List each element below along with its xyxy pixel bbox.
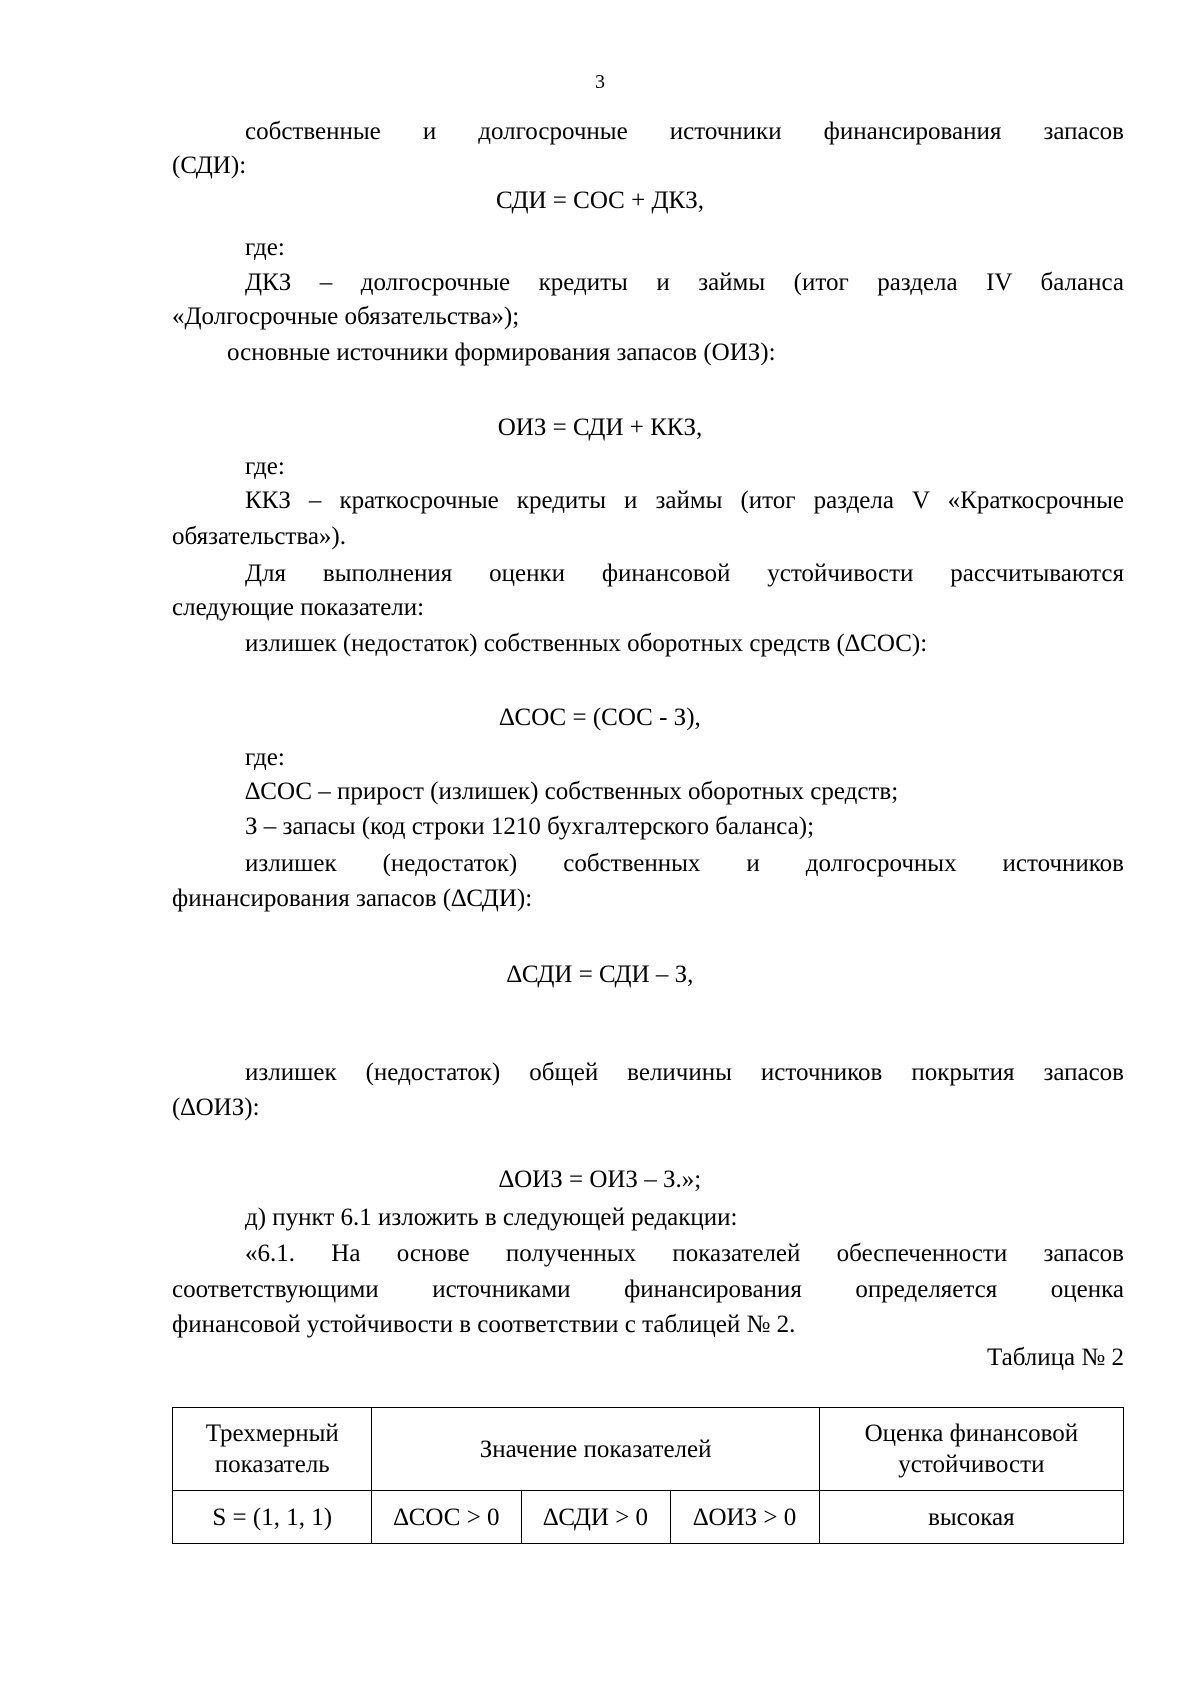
- text-line: ДКЗ – долгосрочные кредиты и займы (итог раздела IV баланса: [245, 269, 1124, 296]
- cell-s-vector: S = (1, 1, 1): [173, 1491, 372, 1544]
- text-line: излишек (недостаток) общей величины источников покрытия запасов: [245, 1059, 1124, 1086]
- text-line: соответствующими источниками финансирования определяется оценка: [172, 1276, 1124, 1303]
- formula-delta-sos: ∆СОС = (СОС - З),: [499, 704, 701, 731]
- formula-delta-oiz: ∆ОИЗ = ОИЗ – З.»;: [498, 1166, 702, 1193]
- text-line: (∆ОИЗ):: [172, 1094, 260, 1121]
- text-line: основные источники формирования запасов (ОИЗ):: [227, 339, 776, 366]
- text-line: следующие показатели:: [172, 594, 425, 621]
- cell-rating: высокая: [819, 1491, 1123, 1544]
- header-three-dim-indicator: Трехмерный показатель: [173, 1408, 372, 1491]
- formula-sdi: СДИ = СОС + ДКЗ,: [496, 187, 704, 214]
- text-line: собственные и долгосрочные источники финансирования запасов: [245, 118, 1124, 145]
- text-where: где:: [245, 234, 285, 261]
- text-line: д) пункт 6.1 изложить в следующей редакции:: [245, 1204, 738, 1231]
- text-line: финансовой устойчивости в соответствии с таблицей № 2.: [172, 1311, 796, 1338]
- header-indicator-values: Значение показателей: [372, 1408, 819, 1491]
- text-line: излишек (недостаток) собственных и долгосрочных источников: [245, 850, 1124, 877]
- text-line: (СДИ):: [172, 152, 247, 179]
- text-line: ∆СОС – прирост (излишек) собственных оборотных средств;: [245, 778, 899, 805]
- text-line: финансирования запасов (∆СДИ):: [172, 885, 533, 912]
- cell-delta-sos: ∆СОС > 0: [372, 1491, 521, 1544]
- text-line: «Долгосрочные обязательства»);: [172, 303, 520, 330]
- stability-table: [172, 1407, 1124, 1544]
- header-stability-rating: Оценка финансовой устойчивости: [819, 1408, 1123, 1491]
- cell-delta-oiz: ∆ОИЗ > 0: [670, 1491, 819, 1544]
- text-line: З – запасы (код строки 1210 бухгалтерского баланса);: [245, 813, 815, 840]
- text-where: где:: [245, 744, 285, 771]
- table-header-row: [173, 1408, 1124, 1491]
- formula-delta-sdi: ∆СДИ = СДИ – З,: [506, 961, 694, 988]
- text-line: ККЗ – краткосрочные кредиты и займы (итог раздела V «Краткосрочные: [245, 487, 1124, 514]
- table-row: [173, 1491, 1124, 1544]
- formula-oiz: ОИЗ = СДИ + ККЗ,: [497, 414, 703, 441]
- page-number: 3: [595, 71, 605, 93]
- text-line: излишек (недостаток) собственных оборотных средств (∆СОС):: [245, 630, 928, 657]
- text-where: где:: [245, 453, 285, 480]
- table-caption: Таблица № 2: [986, 1344, 1124, 1371]
- text-line: Для выполнения оценки финансовой устойчивости рассчитываются: [245, 560, 1124, 587]
- text-line: «6.1. На основе полученных показателей обеспеченности запасов: [245, 1240, 1124, 1267]
- cell-delta-sdi: ∆СДИ > 0: [521, 1491, 670, 1544]
- text-line: обязательства»).: [172, 523, 346, 550]
